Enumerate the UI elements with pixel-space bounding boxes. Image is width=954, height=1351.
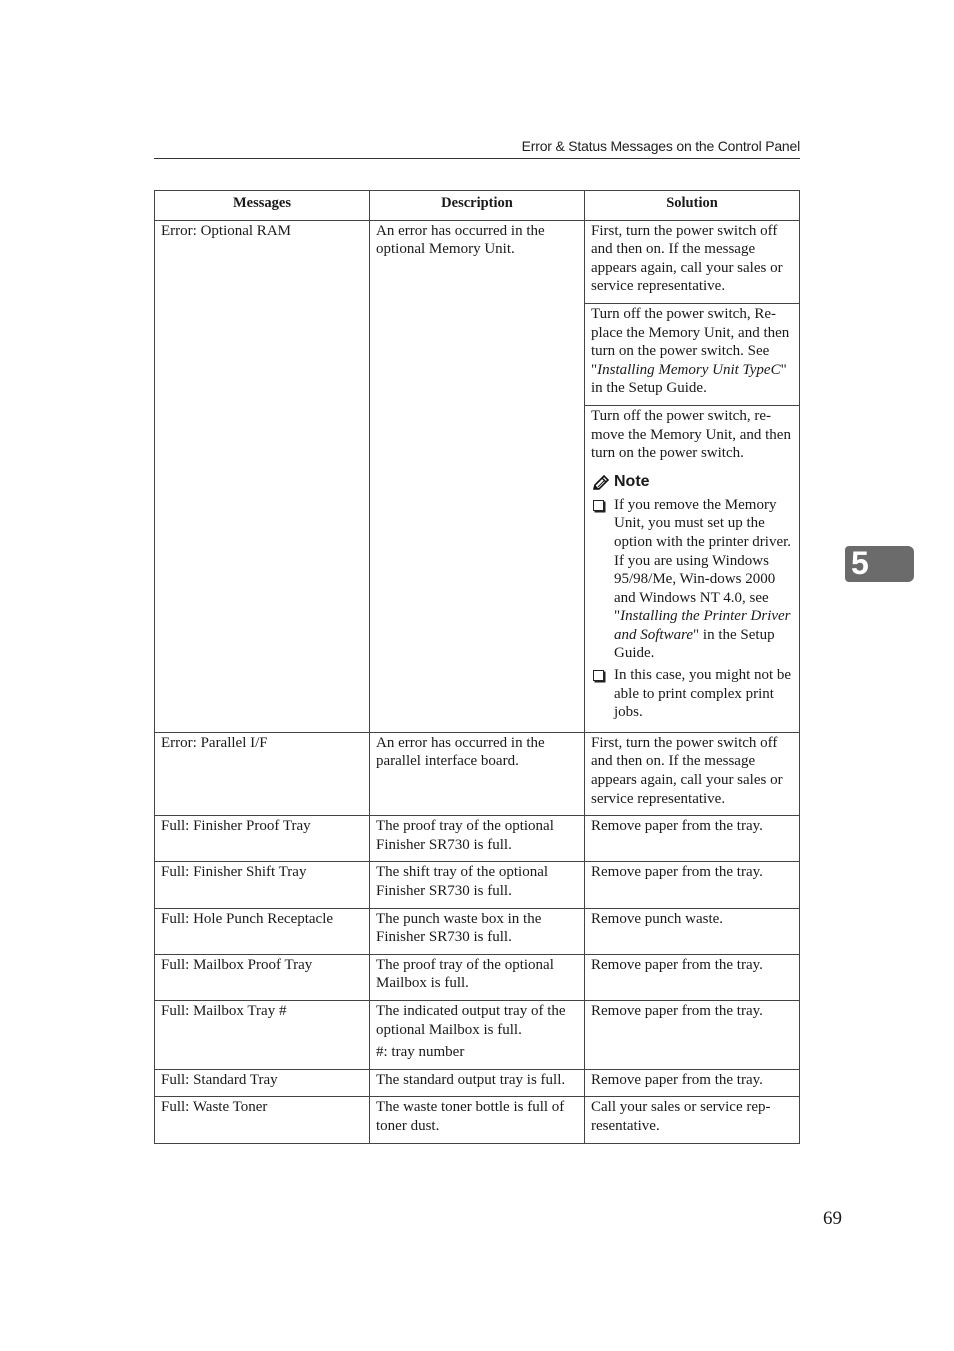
note-item [591,496,794,663]
column-header-description: Description [370,191,585,221]
description-cell: An error has occurred in the parallel interface board. [370,732,585,815]
pencil-icon [591,473,611,493]
table-header-row [155,191,800,221]
table-row [155,908,800,954]
solution-cell: First, turn the power switch off and then on. If the message appears again, call your sales or service representative. [585,732,800,815]
column-header-solution: Solution [585,191,800,221]
messages-table [154,190,800,1144]
solution-cell [585,303,800,405]
solution-text: Turn off the power switch, re-move the Memory Unit, and then turn on the power switch. [591,407,791,462]
message-cell: Error: Optional RAM [155,220,370,732]
description-cell: The punch waste box in the Finisher SR730 is full. [370,908,585,954]
description-cell: The proof tray of the optional Finisher SR730 is full. [370,816,585,862]
solution-text: " in the Setup Guide. [591,361,787,397]
description-cell: The shift tray of the optional Finisher SR730 is full. [370,862,585,908]
solution-cell: Remove paper from the tray. [585,1069,800,1097]
note-item [591,666,794,722]
note-heading [591,473,794,493]
running-header: Error & Status Messages on the Control Panel [521,138,800,154]
checkbox-bullet-icon [593,670,604,681]
table-row [155,1000,800,1069]
solution-cell: First, turn the power switch off and then on. If the message appears again, call your sales or service representative. [585,220,800,303]
solution-cell: Remove paper from the tray. [585,816,800,862]
message-cell: Full: Hole Punch Receptacle [155,908,370,954]
note-reference: Installing the Printer Driver and Software [614,608,791,643]
description-cell [370,1000,585,1069]
description-cell: The proof tray of the optional Mailbox is full. [370,954,585,1000]
solution-cell [585,405,800,732]
message-cell: Full: Standard Tray [155,1069,370,1097]
page-number: 69 [823,1208,842,1229]
message-cell: Full: Mailbox Tray # [155,1000,370,1069]
solution-cell: Call your sales or service rep-resentative. [585,1097,800,1143]
table-row [155,816,800,862]
note-title: Note [614,473,650,491]
solution-cell: Remove paper from the tray. [585,954,800,1000]
solution-cell: Remove punch waste. [585,908,800,954]
note-text: " in the Setup Guide. [614,626,775,662]
description-cell: An error has occurred in the optional Memory Unit. [370,220,585,732]
column-header-messages: Messages [155,191,370,221]
solution-reference: Installing Memory Unit TypeC [597,361,781,378]
table-row [155,1097,800,1143]
description-cell: The standard output tray is full. [370,1069,585,1097]
note-text: If you remove the Memory Unit, you must set up the option with the printer driver. If you are using Windows 95/98/Me, Win-dows 2000 and Windows NT 4.0, see " [614,496,792,625]
table-row [155,954,800,1000]
chapter-tab [845,546,914,582]
table-row [155,1069,800,1097]
table-row [155,862,800,908]
header-rule [154,158,800,159]
table-row [155,220,800,303]
message-cell: Full: Waste Toner [155,1097,370,1143]
note-list [591,496,794,722]
message-cell: Full: Finisher Proof Tray [155,816,370,862]
message-cell: Full: Finisher Shift Tray [155,862,370,908]
note-text: In this case, you might not be able to print complex print jobs. [614,667,792,721]
table-row [155,732,800,815]
description-footnote: #: tray number [376,1044,465,1061]
solution-cell: Remove paper from the tray. [585,862,800,908]
message-cell: Full: Mailbox Proof Tray [155,954,370,1000]
description-cell: The waste toner bottle is full of toner dust. [370,1097,585,1143]
solution-text: Turn off the power switch, Re-place the Memory Unit, and then turn on the power switch. See " [591,305,790,378]
checkbox-bullet-icon [593,500,604,511]
description-text: The indicated output tray of the optional Mailbox is full. [376,1002,566,1038]
solution-cell: Remove paper from the tray. [585,1000,800,1069]
message-cell: Error: Parallel I/F [155,732,370,815]
chapter-number: 5 [851,545,869,581]
